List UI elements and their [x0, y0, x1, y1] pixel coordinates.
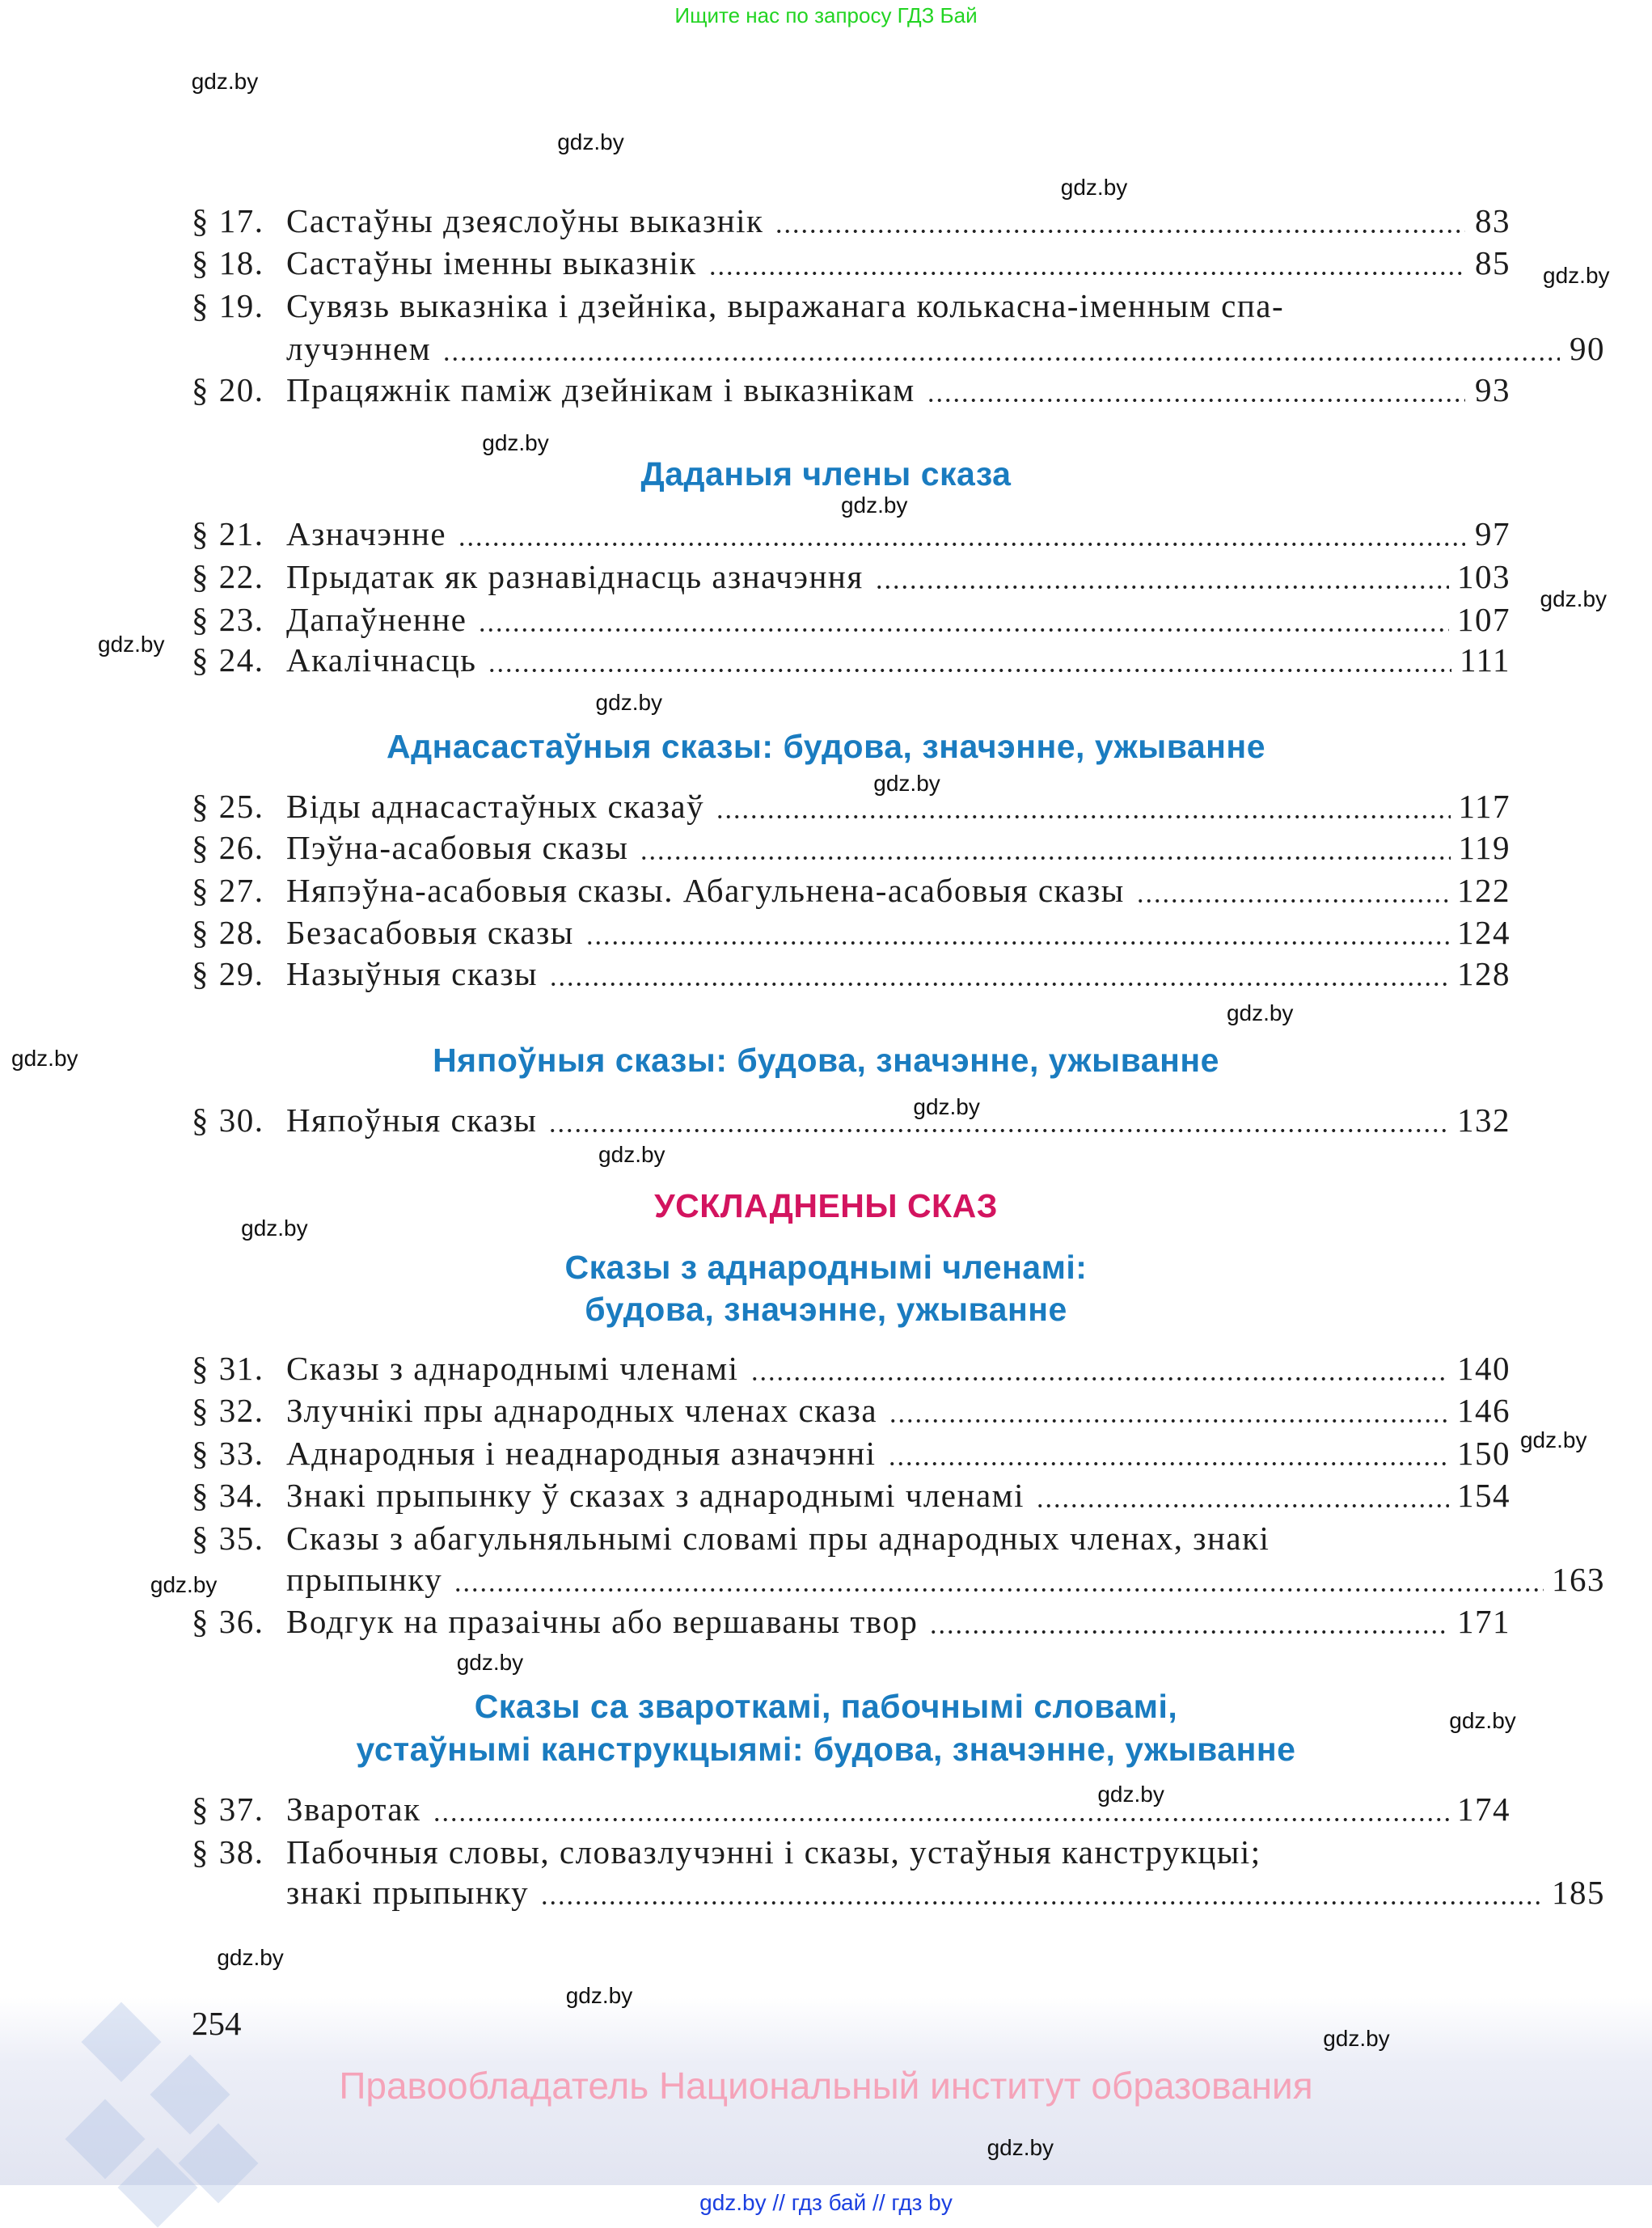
- toc-entry[interactable]: [192, 600, 1510, 642]
- gdz-watermark: gdz.by: [595, 689, 663, 715]
- gdz-watermark: gdz.by: [1060, 175, 1128, 201]
- page-ref: 119: [1458, 828, 1510, 866]
- entry-title-continued: прыпынку: [286, 1560, 443, 1598]
- page-ref: 122: [1457, 871, 1510, 909]
- entry-title-continued: лучэннем: [286, 329, 432, 367]
- section-number: § 25.: [192, 788, 264, 826]
- page-ref: 85: [1475, 244, 1510, 282]
- page-ref: 154: [1457, 1477, 1510, 1515]
- gdz-watermark: gdz.by: [557, 129, 624, 155]
- dot-leader: [548, 1128, 1449, 1133]
- section-number: § 34.: [192, 1477, 264, 1515]
- toc-entry[interactable]: [192, 1790, 1510, 1832]
- section-number: § 35.: [192, 1520, 264, 1558]
- part-heading: УСКЛАДНЕНЫ СКАЗ: [654, 1187, 998, 1225]
- toc-entry[interactable]: [192, 1434, 1510, 1476]
- dot-leader: [927, 398, 1465, 403]
- section-number: § 37.: [192, 1790, 264, 1828]
- toc-entry[interactable]: [192, 954, 1510, 996]
- gdz-watermark: gdz.by: [1097, 1782, 1164, 1807]
- search-hint: Ищите нас по запросу ГДЗ Бай: [674, 3, 978, 27]
- dot-leader: [488, 668, 1451, 673]
- section-number: § 32.: [192, 1392, 264, 1430]
- toc-entry[interactable]: [192, 201, 1510, 243]
- toc-entry[interactable]: [192, 1101, 1510, 1143]
- toc-entry[interactable]: [192, 370, 1510, 412]
- entry-title: Водгук на празаічны або вершаваны твор: [286, 1603, 919, 1641]
- gdz-watermark: gdz.by: [873, 770, 940, 796]
- entry-title: Пабочныя словы, словазлучэнні і сказы, устаўныя канструкцыі;: [286, 1833, 1261, 1871]
- gdz-watermark: gdz.by: [1540, 586, 1608, 611]
- gdz-watermark: gdz.by: [1519, 1427, 1587, 1452]
- entry-title: Азначэнне: [286, 515, 447, 553]
- entry-title: Сказы з абагульняльнымі словамі пры аднародных членах, знакі: [286, 1520, 1270, 1558]
- toc-entry[interactable]: [192, 828, 1510, 870]
- section-heading: Даданыя члены сказа: [640, 455, 1012, 493]
- toc-entry[interactable]: [192, 329, 1605, 371]
- page-ref: 103: [1457, 558, 1510, 596]
- dot-leader: [442, 357, 1560, 361]
- entry-title: Няпэўна-асабовыя сказы. Абагульнена-асабовыя сказы: [286, 871, 1125, 909]
- entry-title: Акалічнасць: [286, 641, 477, 679]
- footer-links[interactable]: gdz.by // гдз бай // гдз by: [699, 2190, 953, 2215]
- entry-title: Аднародныя і неаднародныя азначэнні: [286, 1434, 877, 1472]
- page-ref: 171: [1457, 1603, 1510, 1641]
- entry-title: Сувязь выказніка і дзейніка, выражанага колькасна-іменным спа-: [286, 287, 1285, 325]
- section-number: § 17.: [192, 201, 264, 239]
- dot-leader: [549, 982, 1449, 987]
- decor-diamond: [65, 2099, 146, 2179]
- gdz-watermark: gdz.by: [456, 1650, 524, 1676]
- entry-title: Няпоўныя сказы: [286, 1101, 538, 1139]
- page-ref: 185: [1552, 1874, 1605, 1912]
- toc-entry[interactable]: [192, 557, 1510, 599]
- rights-holder: Правообладатель Национальный институт образования: [339, 2065, 1313, 2107]
- toc-entry[interactable]: [192, 514, 1510, 556]
- dot-leader: [454, 1588, 1544, 1592]
- gdz-watermark: gdz.by: [913, 1093, 980, 1119]
- dot-leader: [585, 941, 1449, 945]
- section-heading: устаўнымі канструкцыямі: будова, значэнне, ужыванне: [356, 1730, 1296, 1768]
- section-number: § 38.: [192, 1833, 264, 1871]
- entry-title: Знакі прыпынку ў сказах з аднароднымі членамі: [286, 1477, 1025, 1515]
- page-ref: 124: [1457, 914, 1510, 952]
- page-ref: 174: [1457, 1790, 1510, 1828]
- section-number: § 24.: [192, 641, 264, 679]
- gdz-watermark: gdz.by: [217, 1944, 284, 1970]
- gdz-watermark: gdz.by: [191, 68, 259, 94]
- dot-leader: [478, 628, 1449, 632]
- gdz-watermark: gdz.by: [1449, 1707, 1516, 1733]
- section-number: § 36.: [192, 1603, 264, 1641]
- gdz-watermark: gdz.by: [598, 1142, 665, 1168]
- dot-leader: [540, 1900, 1544, 1905]
- page-ref: 117: [1458, 788, 1510, 826]
- section-number: § 29.: [192, 955, 264, 993]
- entry-title: Састаўны іменны выказнік: [286, 244, 697, 282]
- section-number: § 31.: [192, 1349, 264, 1387]
- gdz-watermark: gdz.by: [98, 631, 165, 657]
- section-number: § 18.: [192, 244, 264, 282]
- entry-title: Дапаўненне: [286, 600, 467, 638]
- dot-leader: [750, 1376, 1450, 1381]
- gdz-watermark: gdz.by: [1226, 1000, 1294, 1025]
- entry-title: Прыдатак як разнавіднасць азначэння: [286, 558, 864, 596]
- section-number: § 27.: [192, 871, 264, 909]
- gdz-watermark: gdz.by: [1543, 262, 1610, 288]
- page-ref: 146: [1457, 1392, 1510, 1430]
- page-ref: 107: [1457, 600, 1510, 638]
- section-heading: Сказы з аднароднымі членамі:: [564, 1248, 1088, 1286]
- section-number: § 21.: [192, 515, 264, 553]
- page-ref: 93: [1475, 370, 1510, 408]
- gdz-watermark: gdz.by: [1323, 2025, 1390, 2051]
- page-ref: 90: [1570, 329, 1605, 367]
- entry-title-continued: знакі прыпынку: [286, 1874, 530, 1912]
- page-ref: 128: [1457, 955, 1510, 993]
- toc-entry[interactable]: [192, 243, 1510, 285]
- section-heading: Аднасастаўныя сказы: будова, значэнне, ужыванне: [387, 727, 1265, 765]
- dot-leader: [1136, 898, 1449, 903]
- entry-title: Зваротак: [286, 1790, 421, 1828]
- dot-leader: [433, 1817, 1449, 1822]
- section-number: § 33.: [192, 1434, 264, 1472]
- toc-entry[interactable]: [192, 871, 1510, 913]
- toc-entry[interactable]: [192, 1873, 1605, 1915]
- entry-title: Састаўны дзеяслоўны выказнік: [286, 201, 764, 239]
- toc-entry[interactable]: [192, 1833, 1510, 1875]
- gdz-watermark: gdz.by: [241, 1215, 308, 1241]
- toc-entry[interactable]: [192, 286, 1510, 328]
- toc-entry[interactable]: [192, 913, 1510, 955]
- page-ref: 140: [1457, 1349, 1510, 1387]
- entry-title: Назыўныя сказы: [286, 955, 539, 993]
- gdz-watermark: gdz.by: [482, 429, 549, 455]
- page-number: 254: [192, 2005, 242, 2042]
- entry-title: Пэўна-асабовыя сказы: [286, 828, 629, 866]
- dot-leader: [716, 814, 1450, 819]
- toc-entry[interactable]: [192, 787, 1510, 829]
- dot-leader: [875, 585, 1449, 590]
- toc-entry[interactable]: [192, 1560, 1605, 1602]
- dot-leader: [929, 1630, 1449, 1634]
- page-ref: 150: [1457, 1434, 1510, 1472]
- gdz-watermark: gdz.by: [150, 1571, 218, 1597]
- section-heading: Сказы са звароткамі, пабочнымі словамі,: [474, 1688, 1178, 1726]
- toc-entry[interactable]: [192, 1519, 1510, 1561]
- dot-leader: [888, 1461, 1449, 1466]
- dot-leader: [708, 271, 1465, 276]
- toc-entry[interactable]: [192, 1391, 1510, 1433]
- section-number: § 20.: [192, 370, 264, 408]
- section-number: § 26.: [192, 828, 264, 866]
- gdz-watermark: gdz.by: [987, 2134, 1054, 2160]
- page-ref: 83: [1475, 201, 1510, 239]
- dot-leader: [889, 1418, 1449, 1423]
- entry-title: Безасабовыя сказы: [286, 914, 574, 952]
- entry-title: Сказы з аднароднымі членамі: [286, 1349, 739, 1387]
- gdz-watermark: gdz.by: [840, 493, 908, 518]
- section-number: § 28.: [192, 914, 264, 952]
- dot-leader: [775, 229, 1465, 234]
- section-heading: Няпоўныя сказы: будова, значэнне, ужыванне: [433, 1041, 1219, 1079]
- entry-title: Віды аднасастаўных сказаў: [286, 788, 705, 826]
- toc-entry[interactable]: [192, 1476, 1510, 1518]
- section-number: § 22.: [192, 558, 264, 596]
- dot-leader: [458, 542, 1465, 547]
- dot-leader: [640, 856, 1450, 860]
- toc-entry[interactable]: [192, 1349, 1510, 1391]
- toc-entry[interactable]: [192, 640, 1510, 683]
- page-ref: 132: [1457, 1101, 1510, 1139]
- section-number: § 30.: [192, 1101, 264, 1139]
- section-number: § 23.: [192, 600, 264, 638]
- dot-leader: [1036, 1503, 1449, 1508]
- entry-title: Злучнікі пры аднародных членах сказа: [286, 1392, 878, 1430]
- entry-title: Працяжнік паміж дзейнікам і выказнікам: [286, 370, 915, 408]
- section-number: § 19.: [192, 287, 264, 325]
- gdz-watermark: gdz.by: [565, 1983, 633, 2009]
- page-ref: 111: [1460, 641, 1510, 679]
- page-ref: 163: [1552, 1560, 1605, 1598]
- toc-entry[interactable]: [192, 1602, 1510, 1644]
- section-heading: будова, значэнне, ужыванне: [585, 1291, 1067, 1329]
- page-ref: 97: [1475, 515, 1510, 553]
- gdz-watermark: gdz.by: [11, 1046, 78, 1071]
